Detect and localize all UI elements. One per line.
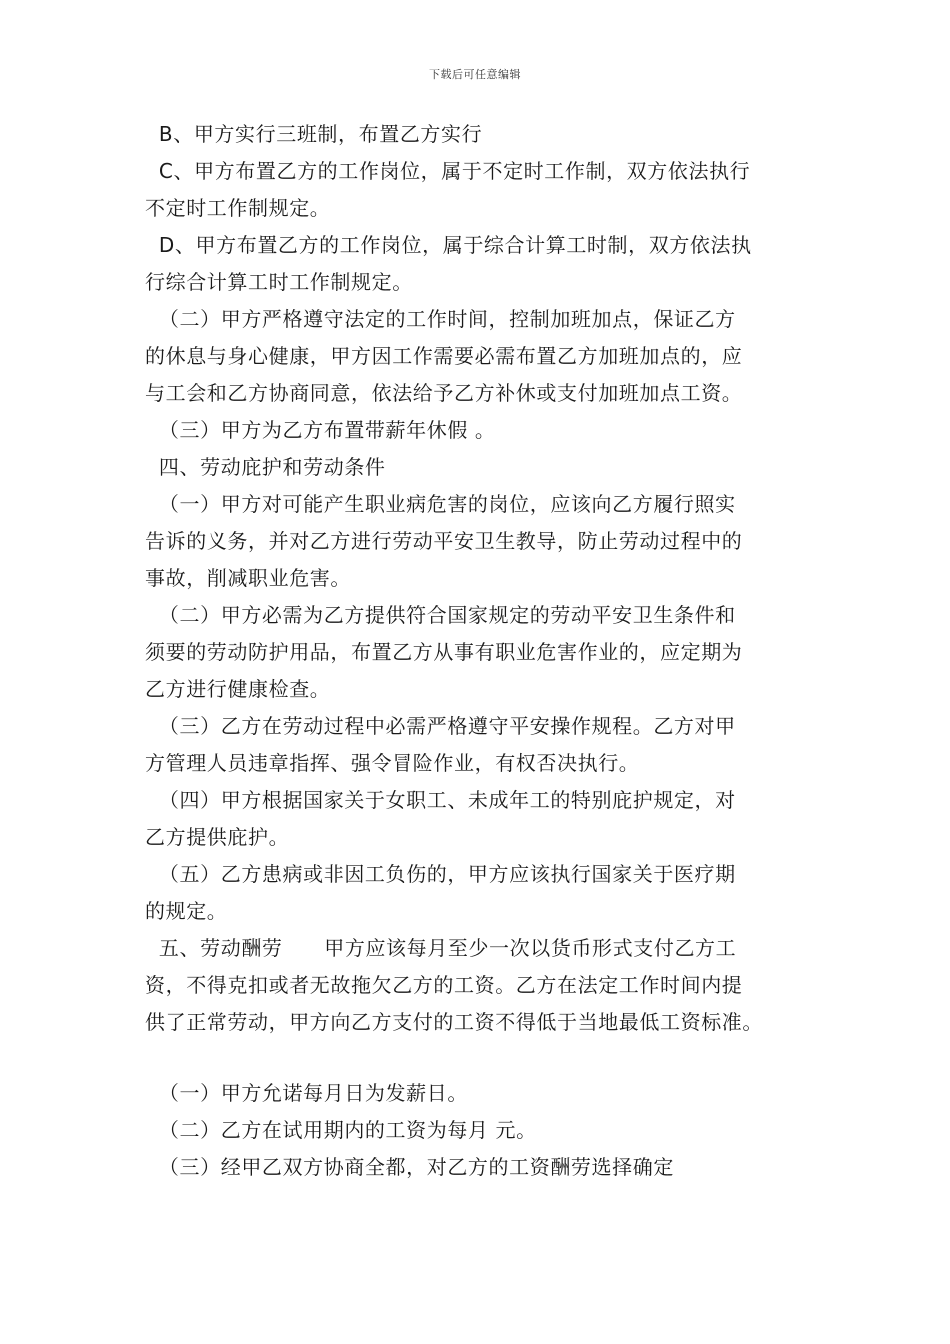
paragraph-line: （二）甲方必需为乙方提供符合国家规定的劳动平安卫生条件和 [145, 603, 736, 627]
page-header: 下载后可任意编辑 [429, 68, 521, 81]
paragraph-line: （三）甲方为乙方布置带薪年休假 。 [145, 418, 496, 442]
paragraph-line: 乙方提供庇护。 [145, 825, 290, 849]
paragraph-line: （二）乙方在试用期内的工资为每月 元。 [145, 1118, 537, 1142]
section-heading: 四、劳动庇护和劳动条件 [145, 455, 386, 479]
paragraph-line: 不定时工作制规定。 [145, 196, 331, 220]
paragraph-line: （一）甲方允诺每月日为发薪日。 [145, 1081, 468, 1105]
paragraph-line: 行综合计算工时工作制规定。 [145, 270, 413, 294]
paragraph-line: 事故，削减职业危害。 [145, 566, 351, 590]
paragraph-line: 须要的劳动防护用品，布置乙方从事有职业危害作业的，应定期为 [145, 640, 743, 664]
paragraph-line: （三）乙方在劳动过程中必需严格遵守平安操作规程。乙方对甲 [145, 714, 736, 738]
paragraph-line: 告诉的义务，并对乙方进行劳动平安卫生教导，防止劳动过程中的 [145, 529, 743, 553]
paragraph-line: 乙方进行健康检查。 [145, 677, 331, 701]
paragraph-line: （二）甲方严格遵守法定的工作时间，控制加班加点，保证乙方 [145, 307, 736, 331]
paragraph-line: （四）甲方根据国家关于女职工、未成年工的特别庇护规定，对 [145, 788, 736, 812]
paragraph-line: 供了正常劳动，甲方向乙方支付的工资不得低于当地最低工资标准。 [145, 1010, 763, 1034]
paragraph-line: B、甲方实行三班制，布置乙方实行 [145, 122, 483, 146]
paragraph-line: 的规定。 [145, 899, 228, 923]
paragraph-line: 与工会和乙方协商同意，依法给予乙方补休或支付加班加点工资。 [145, 381, 743, 405]
paragraph-line: （三）经甲乙双方协商全都，对乙方的工资酬劳选择确定 [145, 1155, 674, 1179]
paragraph-line: 资，不得克扣或者无故拖欠乙方的工资。乙方在法定工作时间内提 [145, 973, 743, 997]
paragraph-line: （一）甲方对可能产生职业病危害的岗位，应该向乙方履行照实 [145, 492, 736, 516]
paragraph-line: D、甲方布置乙方的工作岗位，属于综合计算工时制，双方依法执 [145, 233, 752, 257]
paragraph-line: 的休息与身心健康，甲方因工作需要必需布置乙方加班加点的，应 [145, 344, 743, 368]
paragraph-line: C、甲方布置乙方的工作岗位，属于不定时工作制，双方依法执行 [145, 159, 751, 183]
section-heading: 五、劳动酬劳 甲方应该每月至少一次以货币形式支付乙方工 [145, 936, 737, 960]
paragraph-line: 方管理人员违章指挥、强令冒险作业，有权否决执行。 [145, 751, 640, 775]
paragraph-line: （五）乙方患病或非因工负伤的，甲方应该执行国家关于医疗期 [145, 862, 736, 886]
